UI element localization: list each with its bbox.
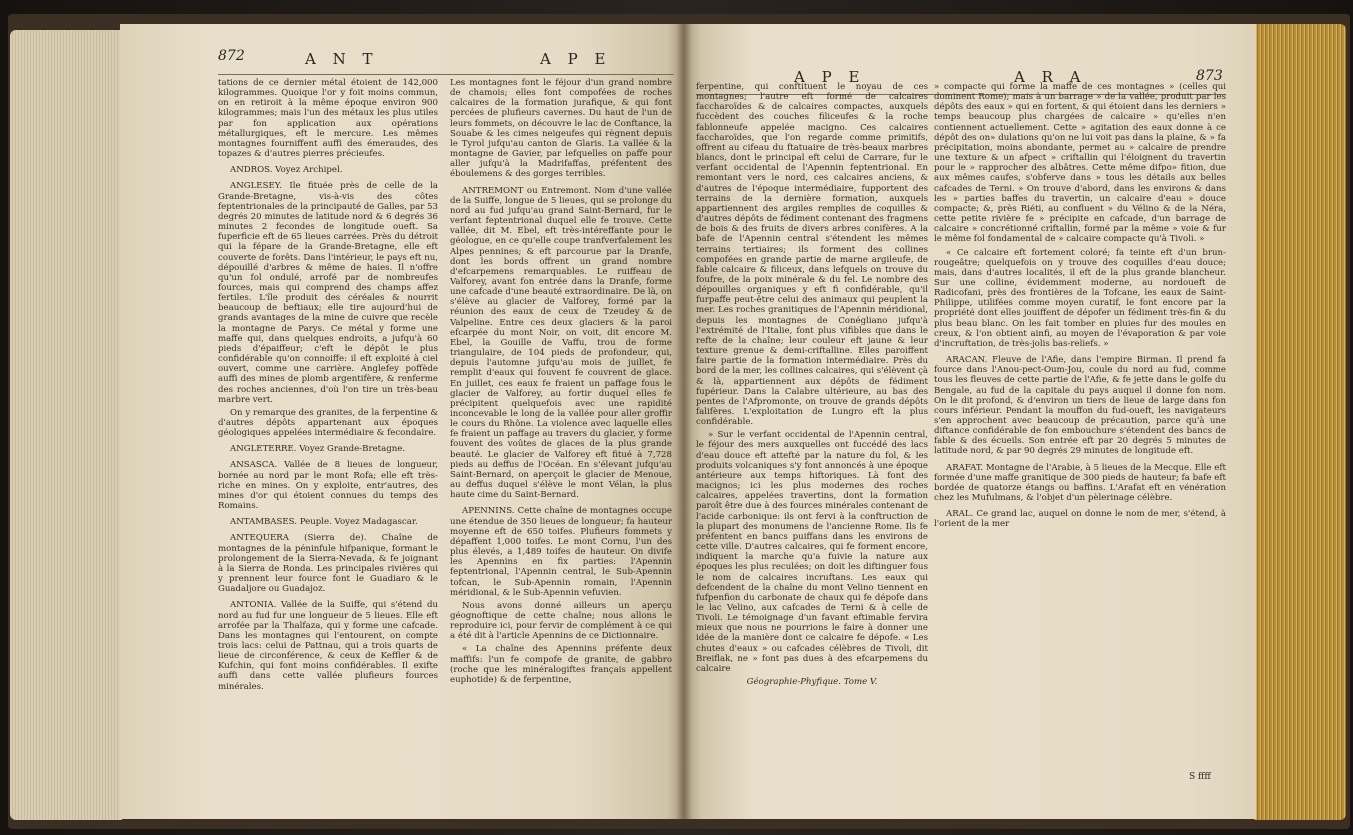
paragraph: Les montagnes font le féjour d'un grand nombre de chamois; elles font compofées de roches calcaires de la formation jurafique, & qui font percées de plufieurs cavernes. Du haut de l'un de leurs fommets, on découvre le lac de Conftance, la Souabe & les cimes neigeufes qui règnent depuis le Tyrol jufqu'au canton de Glaris. La vallée & la montagne de Gavier, par lefquelles on paffe pour aller jufqu'à la Madrifaffas, préfentent des éboulemens & des gorges terribles. [450,78,672,180]
book-gutter [676,24,692,819]
header-rule [218,74,674,75]
paragraph: ANTAMBASES. Peuple. Voyez Madagascar. [230,517,418,528]
paragraph: ANGLETERRE. Voyez Grande-Bretagne. [230,444,406,455]
paragraph: ANDROS. Voyez Archipel. [230,165,343,176]
paragraph: ferpentine, qui conftituent le noyau de ces montagnes; l'autre eft formé de calcaires faccharoïdes & de calcaires compactes, auxquels fuccèdent des couches filiceufes & la roche fablonneufe appelée macigno. Ces calcaires faccharoïdes, que l'on regarde comme primitifs, offrent au cifeau du ftatuaire de très-beaux marbres blancs, dont le principal eft celui de Carrare, fur le verfant occidental de l'Apennin feptentrional. En remontant vers le nord, ces calcaires anciens, & d'autres de l'époque intermédiaire, fupportent des terrains de la dernière formation, auxquels appartiennent des argiles remplies de coquilles & d'autres dépôts de fédiment contenant des fragmens de bois & des fruits de divers arbres conifères. A la bafe de l'Apennin central s'étendent les mêmes terrains tertiaires; ils forment des collines compofées en grande partie de marne argileufe, de fable calcaire & filiceux, dans lefquels on trouve du foufre, de la poix minérale & du fel. Le nombre des dépouilles organiques y eft fi confidérable, qu'il furpaffe peut-être celui des animaux qui peuplent la mer. Les roches granitiques de l'Apennin méridional, depuis les montagnes de Conégliano jufqu'à l'extrémité de l'Italie, font plus vifibles que dans le refte de la chaîne; leur couleur eft jaune & leur texture grenue & demi-criftalline. Elles paroiffent faire partie de la formation intermédiaire. Près du bord de la mer, les collines calcaires, qui s'élèvent çà & là, appartiennent aux dépôts de fédiment fupérieur. Dans la Calabre ultérieure, au bas des pentes de l'Afpromonte, on trouve de grands dépôts falifères. L'exploitation de Lungro eft la plus confidérable. [696,82,929,428]
paragraph: tations de ce dernier métal étoient de 142,000 kilogrammes. Quoique l'or y foit moins commun, on en retiroit à la même époque environ 900 kilogrammes; mais l'un des métaux les plus utiles par fon application aux opérations métallurgiques, eft le mercure. Les mêmes montagnes fourniffent auffi des émeraudes, des topazes & d'autres pierres précieufes. [218,78,438,160]
left-page-edges [10,30,122,820]
right-page-edges [1254,24,1346,820]
page-number: 873 [1196,68,1223,84]
paragraph: « La chaîne des Apennins préfente deux maffifs: l'un fe compofe de granite, de gabbro (roche que les minéralogiftes français appellent euphotide) & de ferpentine, [450,644,672,685]
page-footer: Géographie-Phyfique. Tome V. [746,677,878,688]
paragraph: ANGLESEY. Ile fituée près de celle de la Grande-Bretagne, vis-à-vis des côtes feptentrionales de la principauté de Galles, par 53 degrés 20 minutes de latitude nord & 6 degrés 36 minutes 2 fecondes de longitude oueft. Sa fuperficie eft de 65 lieues carrées. Près du détroit qui la fépare de la Grande-Bretagne, elle eft couverte de forêts. Dans l'intérieur, le pays eft nu, dépouillé d'arbres & même de haies. Il n'offre qu'un fol ondulé, arrofé par de nombreufes fources, mais qui comprend des champs affez fertiles. L'île produit des céréales & nourrit beaucoup de beftiaux; elle tire aujourd'hui de grands avantages de la mine de cuivre que recèle la montagne de Parys. Ce métal y forme une maffe qui, dans quelques endroits, a jufqu'à 60 pieds d'épaiffeur; c'eft le dépôt le plus confidérable qu'on connoiffe: il eft exploité à ciel ouvert, comme une carrière. Anglefey poffède auffi des mines de plomb argentifère, & renferme des roches anciennes, d'où l'on tire un très-beau marbre vert. [218,181,438,405]
text-column [218,78,438,813]
paragraph: ARACAN. Fleuve de l'Afie, dans l'empire Birman. Il prend fa fource dans l'Anou-pect-Oum-Jou, coule du nord au fud, comme tous les fleuves de cette partie de l'Afie, & fe jette dans le golfe du Bengale, au fud de la capitale du pays auquel il donne fon nom. On le dit profond, & d'environ un tiers de lieue de large dans fon cours inférieur. Pendant la mouffon du fud-oueft, les navigateurs s'en approchent avec beaucoup de précaution, parce qu'à une diftance confidérable de fon embouchure s'étendent des bancs de fable & des écueils. Son entrée eft par 20 degrés 5 minutes de latitude nord, & par 90 degrés 29 minutes de longitude eft. [934,355,1226,457]
paragraph: » Sur le verfant occidental de l'Apennin central, le féjour des mers auxquelles ont fuccédé des lacs d'eau douce eft attefté par la nature du fol, & les produits volcaniques s'y font annoncés à une époque antérieure aux temps hiftoriques. Là font des macignos; ici les plus modernes des roches calcaires, appelées travertins, dont la formation paroît être due à des fources minérales contenant de l'acide carbonique: ils ont fervi à la conftruction de la plupart des monumens de l'ancienne Rome. Ils fe préfentent en bancs puiffans dans les environs de cette ville. D'autres calcaires, qui fe forment encore, indiquent la marche qu'a fuivie la nature aux époques les plus reculées; on doit les diftinguer fous le nom de calcaires incruftans. Les eaux qui defcendent de la chaîne du mont Velino tiennent en fufpenfion du carbonate de chaux qui fe dépofe dans le lac Velino, aux cafcades de Terni & à celle de Tivoli. Le témoignage d'un favant eftimable fervira mieux que nous ne pourrions le faire à donner une idée de la manière dont ce calcaire fe dépofe. « Les chutes d'eaux » ou cafcades célèbres de Tivoli, dit Breiflak, ne » font pas dues à des efcarpemens du calcaire [696,430,928,674]
text-column [696,82,928,802]
left-page [120,24,684,819]
text-column [450,78,672,813]
right-page [684,24,1256,819]
paragraph: ARAFAT. Montagne de l'Arabie, à 5 lieues de la Mecque. Elle eft formée d'une maffe granitique de 300 pieds de hauteur; fa bafe eft bordée de quatorze étangs ou baffins. L'Arafat eft en vénération chez les Mufulmans, & l'objet d'un pèlerinage célèbre. [934,462,1226,504]
text-column [934,82,1226,794]
paragraph: ANSASCA. Vallée de 8 lieues de longueur, bornée au nord par le mont Rofa; elle eft très-riche en mines. On y exploite, entr'autres, des mines d'or qui étoient connues du temps des Romains. [218,460,438,512]
paragraph: ANTONIA. Vallée de la Suiffe, qui s'étend du nord au fud fur une longueur de 5 lieues. Elle eft arrofée par la Thalfaza, qui y forme une cafcade. Dans les montagnes qui l'entourent, on compte trois lacs: celui de Pattnau, qui a trois quarts de lieue de circonférence, & ceux de Keffler & de Kufchin, qui font moins confidérables. Il exifte auffi dans cette vallée plufieurs fources minérales. [218,600,438,692]
paragraph: » compacte qui forme la maffe de ces montagnes » (celles qui dominent Rome); mais à un barrage » de la vallée, produit par les dépôts des eaux » qui en fortent, & qui étoient dans les derniers » temps beaucoup plus chargées de calcaire » qu'elles n'en contiennent actuellement. Cette » agitation des eaux donne à ce dépôt des on» dulations qu'on ne lui voit pas dans la plaine, & » fa précipitation, moins abondante, permet au » calcaire de prendre une texture & un afpect » criftallin qui l'éloignent du travertin pour le » rapprocher des albâtres. Cette même difpo» fition, due aux mêmes caufes, s'obferve dans » tous les détails aux belles cafcades de Terni. » On trouve d'abord, dans les environs & dans les » parties baffes du travertin, un calcaire d'eau » douce compacte; &, près Riéti, au confluent » du Vélino & de la Néra, cette petite rivière fe » précipite en cafcade, d'un barrage de calcaire » concrétionné criftallin, formé par la même » voie & fur le même fol fondamental de » calcaire compacte qu'à Tivoli. » [934,82,1226,245]
paragraph: On y remarque des granites, de la ferpentine & d'autres dépôts appartenant aux époques géologiques appelées intermédiaire & fecondaire. [218,407,438,439]
page-signature: S ffff [1189,772,1211,782]
paragraph: ARAL. Ce grand lac, auquel on donne le nom de mer, s'étend, à l'orient de la mer [934,509,1226,530]
paragraph: ANTEQUERA (Sierra de). Chaîne de montagnes de la péninfule hifpanique, formant le prolongement de la Sierra-Nevada, & fe joignant à la Sierra de Ronda. Les principales rivières qui y prennent leur fource font le Guadiaro & le Guadaljore ou Guadajoz. [218,533,438,595]
paragraph: ANTREMONT ou Entremont. Nom d'une vallée de la Suiffe, longue de 5 lieues, qui se prolonge du nord au fud jufqu'au grand Saint-Bernard, fur le verfant feptentrional duquel elle fe trouve. Cette vallée, dit M. Ebel, eft très-intéreffante pour le géologue, en ce qu'elle coupe tranfverfalement les Alpes pennines; & eft parcourue par la Dranfe, dont les bords offrent un grand nombre d'efcarpemens remarquables. Le ruiffeau de Valforey, avant fon entrée dans la Dranfe, forme une cafcade d'une beauté extraordinaire. De là, on s'élève au glacier de Valforey, formé par la réunion des eaux de ceux de Tzeudey & de Valpeline. Entre ces deux glaciers & la paroi efcarpée du mont Noir, on voit, dit encore M. Ebel, la Gouille de Vaffu, trou de forme triangulaire, de 104 pieds de profondeur, qui, depuis l'automne jufqu'au mois de juillet, fe remplit d'eaux qui fouvent fe couvrent de glace. En juillet, ces eaux fe fraient un paffage fous le glacier de Valforey, au fortir duquel elles fe précipitent quelquefois avec une rapidité inconcevable le long de la vallée pour aller groffir le cours du Rhône. La violence avec laquelle elles fe fraient un paffage au travers du glacier, y forme fouvent des voûtes de glaces de la plus grande beauté. Le glacier de Valforey eft fitué à 7,728 pieds au deffus de l'Océan. En s'élevant jufqu'au Saint-Bernard, on aperçoit le glacier de Menoue, au deffus duquel s'élève le mont Vélan, la plus haute cime du Saint-Bernard. [450,185,672,501]
page-number: 872 [218,48,245,64]
running-header-right: A R A [1014,68,1087,86]
running-header-left: A P E [794,68,866,86]
paragraph: Nous avons donné ailleurs un aperçu géognoftique de cette chaîne; nous allons le reproduire ici, pour fervir de complément à ce qui a été dit à l'article Apennins de ce Dictionnaire. [450,600,672,642]
running-header-right: A P E [540,50,612,68]
paragraph: APENNINS. Cette chaîne de montagnes occupe une étendue de 350 lieues de longueur; fa hauteur moyenne eft de 650 toifes. Plufieurs fommets y dépaffent 1,000 toifes. Le mont Cornu, l'un des plus élevés, a 1,489 toifes de hauteur. On divife les Apennins en fix parties: l'Apennin feptentrional, l'Apennin central, le Sub-Apennin tofcan, le Sub-Apennin romain, l'Apennin méridional, & le Sub-Apennin vefuvien. [450,506,672,598]
running-header-left: A N T [305,50,379,68]
paragraph: « Ce calcaire eft fortement coloré; fa teinte eft d'un brun-rougeâtre; quelquefois on y trouve des coquilles d'eau douce; mais, dans d'autres localités, il eft de la plus grande blancheur. Sur une colline, évidemment moderne, au nordoueft de Radicofani, près des frontières de la Tofcane, les eaux de Saint-Philippe, utilifées comme moyen curatif, le font encore par la propriété dont elles jouiffent de dépofer un fédiment très-fin & du plus beau blanc. On les fait tomber en pluies fur des moules en creux, & l'on obtient ainfi, au moyen de l'évaporation & par voie d'incruftation, de très-jolis bas-reliefs. » [934,247,1226,349]
